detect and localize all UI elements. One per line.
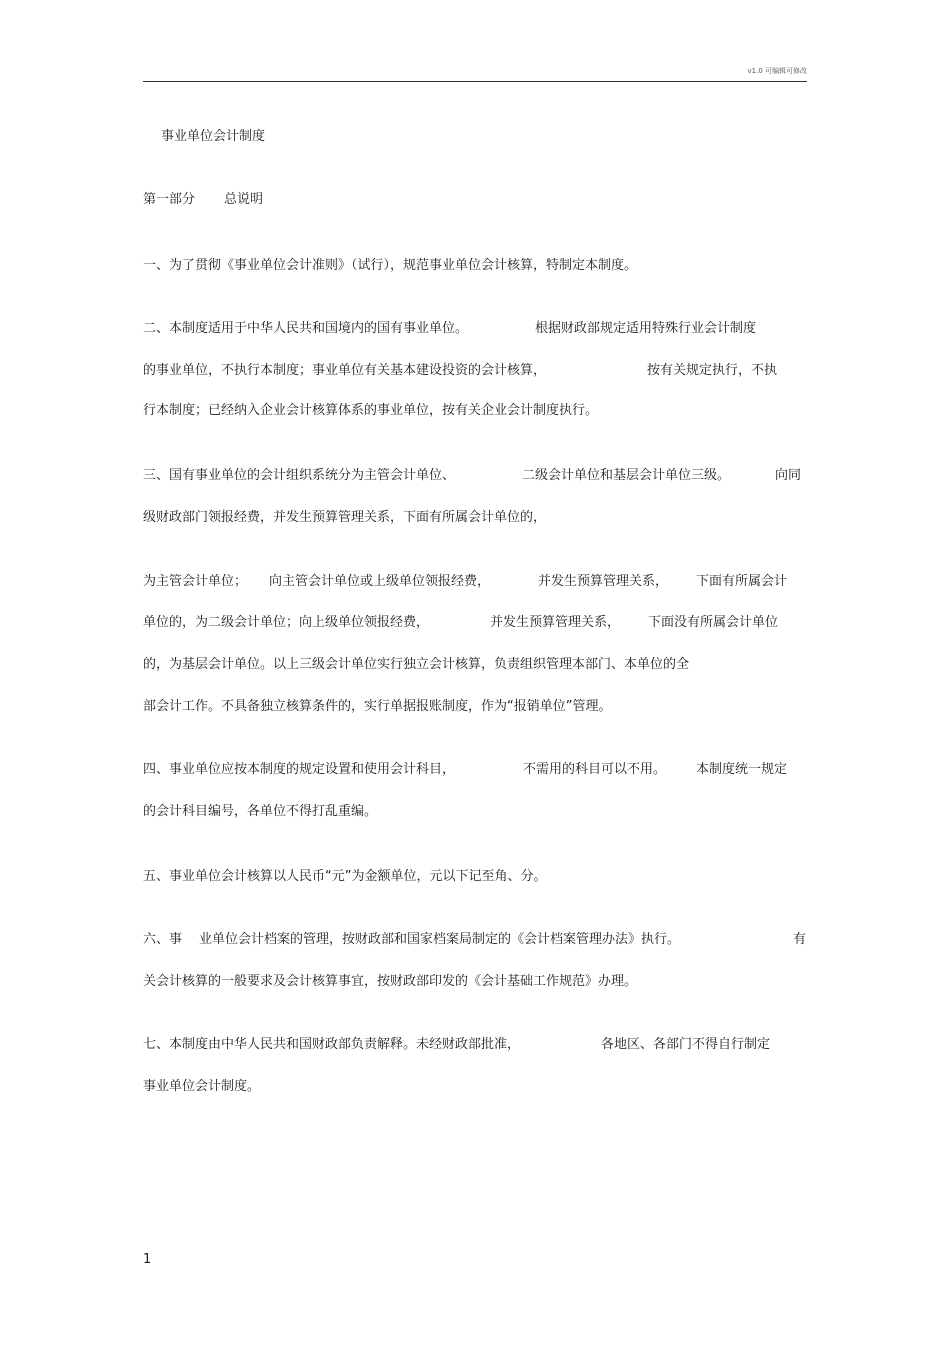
line-segment: 四、事业单位应按本制度的规定设置和使用会计科目，	[143, 762, 456, 777]
line-segment: 并发生预算管理关系，	[490, 615, 621, 630]
paragraph-line: 部会计工作。不具备独立核算条件的，实行单据报账制度，作为“报销单位”管理。	[143, 699, 612, 714]
line-segment: 三、国有事业单位的会计组织系统分为主管会计单位、	[143, 468, 456, 483]
version-label: v1.0 可编辑可修改	[747, 67, 807, 75]
paragraph-line: 级财政部门领报经费，并发生预算管理关系，下面有所属会计单位的，	[143, 510, 547, 525]
part-title: 总说明	[224, 192, 264, 207]
line-segment: 向同	[775, 468, 802, 483]
paragraph-line: 事业单位会计制度。	[143, 1079, 261, 1094]
header-divider	[143, 81, 807, 82]
page-number: 1	[143, 1252, 152, 1267]
line-segment: 并发生预算管理关系，	[538, 574, 669, 589]
line-segment: 业单位会计档案的管理，按财政部和国家档案局制定的《会计档案管理办法》执行。	[199, 932, 681, 947]
line-segment: 六、事	[143, 932, 183, 947]
line-segment: 七、本制度由中华人民共和国财政部负责解释。未经财政部批准，	[143, 1037, 521, 1052]
line-segment: 本制度统一规定	[696, 762, 788, 777]
paragraph-line: 五、事业单位会计核算以人民币“元”为金额单位，元以下记至角、分。	[143, 869, 547, 884]
paragraph-line: 的会计科目编号，各单位不得打乱重编。	[143, 804, 378, 819]
line-segment: 向主管会计单位或上级单位领报经费，	[269, 574, 491, 589]
line-segment: 的事业单位，不执行本制度；事业单位有关基本建设投资的会计核算，	[143, 363, 547, 378]
document-title: 事业单位会计制度	[161, 129, 266, 144]
line-segment: 按有关规定执行，不执	[647, 363, 778, 378]
line-segment: 二、本制度适用于中华人民共和国境内的国有事业单位。	[143, 321, 469, 336]
part-heading: 第一部分	[143, 192, 196, 207]
paragraph-line: 一、为了贯彻《事业单位会计准则》（试行），规范事业单位会计核算，特制定本制度。	[143, 258, 638, 273]
line-segment: 为主管会计单位；	[143, 574, 248, 589]
line-segment: 二级会计单位和基层会计单位三级。	[522, 468, 731, 483]
paragraph-line: 关会计核算的一般要求及会计核算事宜，按财政部印发的《会计基础工作规范》办理。	[143, 974, 638, 989]
line-segment: 有	[793, 932, 807, 947]
paragraph-line: 的，为基层会计单位。以上三级会计单位实行独立会计核算，负责组织管理本部门、本单位的全	[143, 657, 690, 672]
line-segment: 不需用的科目可以不用。	[523, 762, 667, 777]
line-segment: 根据财政部规定适用特殊行业会计制度	[535, 321, 757, 336]
line-segment: 各地区、各部门不得自行制定	[601, 1037, 771, 1052]
line-segment: 下面有所属会计	[696, 574, 788, 589]
line-segment: 下面没有所属会计单位	[648, 615, 779, 630]
line-segment: 单位的，为二级会计单位；向上级单位领报经费，	[143, 615, 430, 630]
paragraph-line: 行本制度；已经纳入企业会计核算体系的事业单位，按有关企业会计制度执行。	[143, 403, 599, 418]
